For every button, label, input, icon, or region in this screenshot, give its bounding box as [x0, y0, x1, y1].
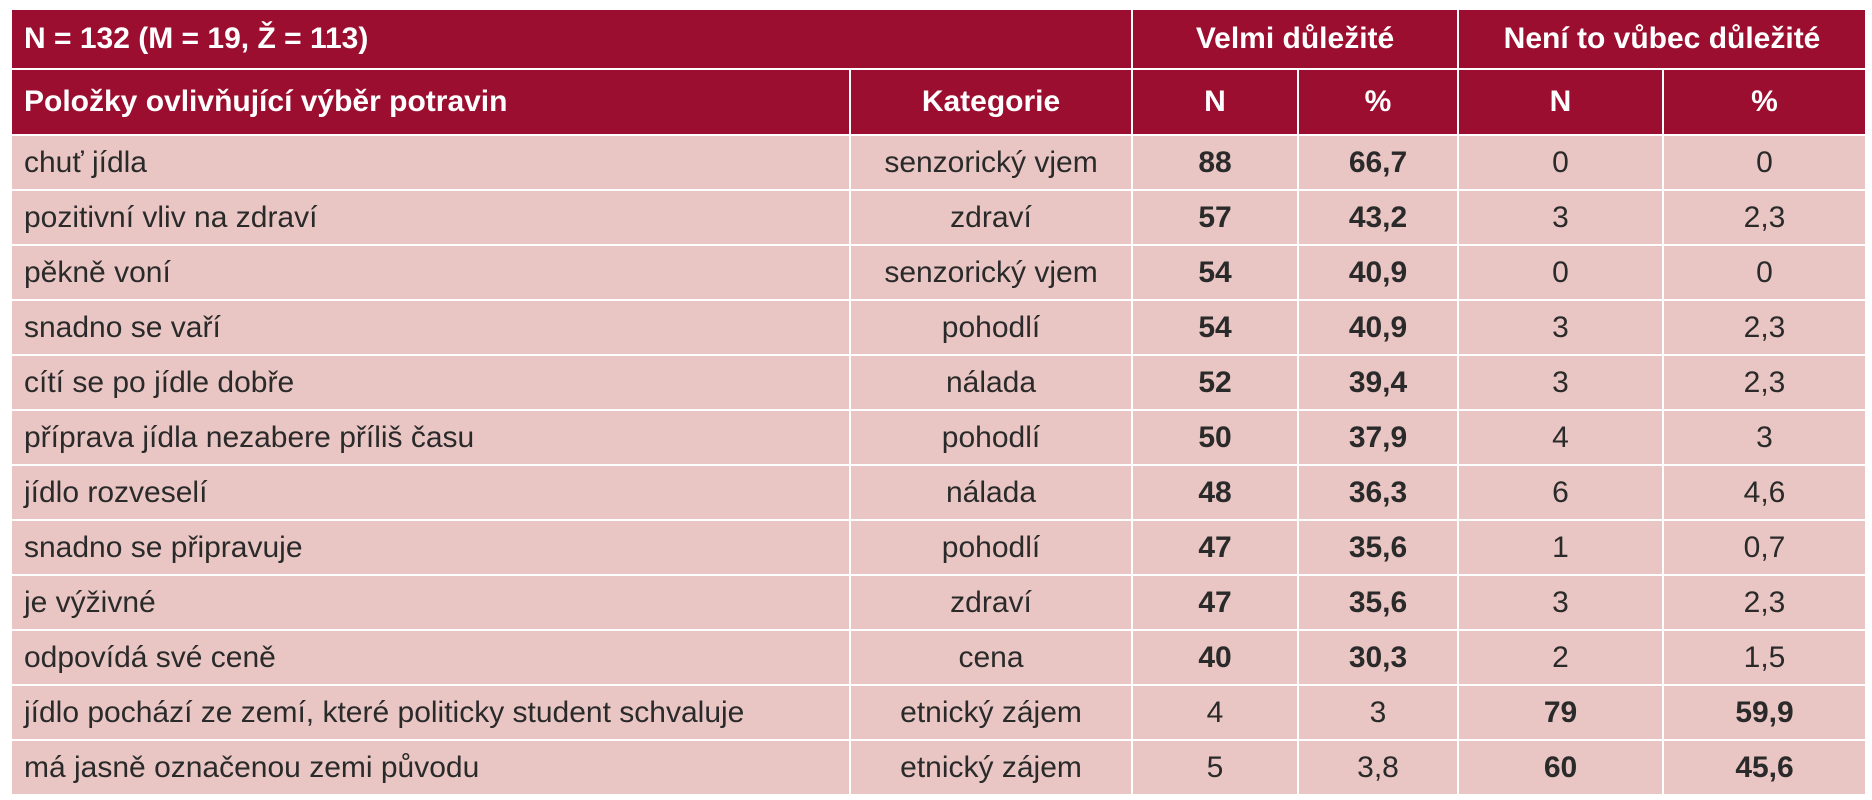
- item-column-header: Položky ovlivňující výběr potravin: [11, 69, 850, 135]
- not-important-n-cell: 2: [1458, 630, 1663, 685]
- not-important-pct-cell: 2,3: [1663, 575, 1866, 630]
- very-important-n-cell: 54: [1132, 245, 1298, 300]
- not-important-n-cell: 3: [1458, 355, 1663, 410]
- table-row: [11, 685, 1866, 740]
- category-cell: cena: [850, 630, 1132, 685]
- not-important-pct-header: %: [1663, 69, 1866, 135]
- item-cell: cítí se po jídle dobře: [11, 355, 850, 410]
- very-important-pct-cell: 35,6: [1298, 520, 1458, 575]
- item-cell: jídlo rozveselí: [11, 465, 850, 520]
- very-important-pct-cell: 40,9: [1298, 300, 1458, 355]
- category-cell: pohodlí: [850, 300, 1132, 355]
- category-cell: etnický zájem: [850, 685, 1132, 740]
- very-important-n-cell: 88: [1132, 135, 1298, 190]
- very-important-pct-cell: 35,6: [1298, 575, 1458, 630]
- not-important-n-cell: 0: [1458, 135, 1663, 190]
- food-choice-table: [10, 8, 1867, 796]
- category-cell: nálada: [850, 465, 1132, 520]
- header-row-groups: [11, 9, 1866, 69]
- item-cell: má jasně označenou zemi původu: [11, 740, 850, 795]
- table-row: [11, 465, 1866, 520]
- not-important-n-cell: 0: [1458, 245, 1663, 300]
- very-important-n-header: N: [1132, 69, 1298, 135]
- header-row-columns: [11, 69, 1866, 135]
- item-cell: chuť jídla: [11, 135, 850, 190]
- table-row: [11, 190, 1866, 245]
- very-important-pct-cell: 37,9: [1298, 410, 1458, 465]
- not-important-pct-cell: 3: [1663, 410, 1866, 465]
- table-row: [11, 520, 1866, 575]
- not-important-n-cell: 3: [1458, 300, 1663, 355]
- very-important-n-cell: 40: [1132, 630, 1298, 685]
- not-important-pct-cell: 0,7: [1663, 520, 1866, 575]
- item-cell: příprava jídla nezabere příliš času: [11, 410, 850, 465]
- not-important-pct-cell: 2,3: [1663, 300, 1866, 355]
- item-cell: odpovídá své ceně: [11, 630, 850, 685]
- not-important-pct-cell: 2,3: [1663, 190, 1866, 245]
- very-important-group-header: Velmi důležité: [1132, 9, 1458, 69]
- table-row: [11, 300, 1866, 355]
- table-row: [11, 135, 1866, 190]
- item-cell: pěkně voní: [11, 245, 850, 300]
- table-row: [11, 355, 1866, 410]
- not-important-n-cell: 4: [1458, 410, 1663, 465]
- category-cell: zdraví: [850, 575, 1132, 630]
- category-cell: pohodlí: [850, 520, 1132, 575]
- not-important-n-cell: 1: [1458, 520, 1663, 575]
- not-important-pct-cell: 2,3: [1663, 355, 1866, 410]
- item-cell: je výživné: [11, 575, 850, 630]
- table-row: [11, 410, 1866, 465]
- category-cell: senzorický vjem: [850, 135, 1132, 190]
- very-important-pct-cell: 40,9: [1298, 245, 1458, 300]
- very-important-pct-cell: 43,2: [1298, 190, 1458, 245]
- table-body: [11, 135, 1866, 795]
- very-important-pct-cell: 39,4: [1298, 355, 1458, 410]
- very-important-pct-cell: 36,3: [1298, 465, 1458, 520]
- not-important-n-cell: 60: [1458, 740, 1663, 795]
- item-cell: snadno se připravuje: [11, 520, 850, 575]
- table-row: [11, 575, 1866, 630]
- very-important-pct-cell: 30,3: [1298, 630, 1458, 685]
- food-choice-table-container: [10, 8, 1865, 796]
- not-important-pct-cell: 45,6: [1663, 740, 1866, 795]
- very-important-pct-cell: 66,7: [1298, 135, 1458, 190]
- not-important-n-cell: 6: [1458, 465, 1663, 520]
- very-important-n-cell: 47: [1132, 575, 1298, 630]
- not-important-pct-cell: 0: [1663, 135, 1866, 190]
- category-cell: zdraví: [850, 190, 1132, 245]
- category-cell: pohodlí: [850, 410, 1132, 465]
- very-important-pct-cell: 3: [1298, 685, 1458, 740]
- sample-size-header: N = 132 (M = 19, Ž = 113): [11, 9, 1132, 69]
- very-important-pct-header: %: [1298, 69, 1458, 135]
- table-row: [11, 630, 1866, 685]
- not-important-pct-cell: 59,9: [1663, 685, 1866, 740]
- not-important-n-cell: 3: [1458, 190, 1663, 245]
- very-important-n-cell: 52: [1132, 355, 1298, 410]
- table-row: [11, 245, 1866, 300]
- not-important-pct-cell: 4,6: [1663, 465, 1866, 520]
- category-cell: etnický zájem: [850, 740, 1132, 795]
- very-important-n-cell: 4: [1132, 685, 1298, 740]
- very-important-n-cell: 50: [1132, 410, 1298, 465]
- table-row: [11, 740, 1866, 795]
- category-column-header: Kategorie: [850, 69, 1132, 135]
- very-important-n-cell: 57: [1132, 190, 1298, 245]
- item-cell: snadno se vaří: [11, 300, 850, 355]
- not-important-n-cell: 3: [1458, 575, 1663, 630]
- not-important-pct-cell: 1,5: [1663, 630, 1866, 685]
- very-important-n-cell: 54: [1132, 300, 1298, 355]
- not-important-n-cell: 79: [1458, 685, 1663, 740]
- item-cell: pozitivní vliv na zdraví: [11, 190, 850, 245]
- very-important-pct-cell: 3,8: [1298, 740, 1458, 795]
- not-important-pct-cell: 0: [1663, 245, 1866, 300]
- very-important-n-cell: 47: [1132, 520, 1298, 575]
- very-important-n-cell: 5: [1132, 740, 1298, 795]
- category-cell: nálada: [850, 355, 1132, 410]
- item-cell: jídlo pochází ze zemí, které politicky student schvaluje: [11, 685, 850, 740]
- very-important-n-cell: 48: [1132, 465, 1298, 520]
- category-cell: senzorický vjem: [850, 245, 1132, 300]
- not-important-n-header: N: [1458, 69, 1663, 135]
- not-important-group-header: Není to vůbec důležité: [1458, 9, 1866, 69]
